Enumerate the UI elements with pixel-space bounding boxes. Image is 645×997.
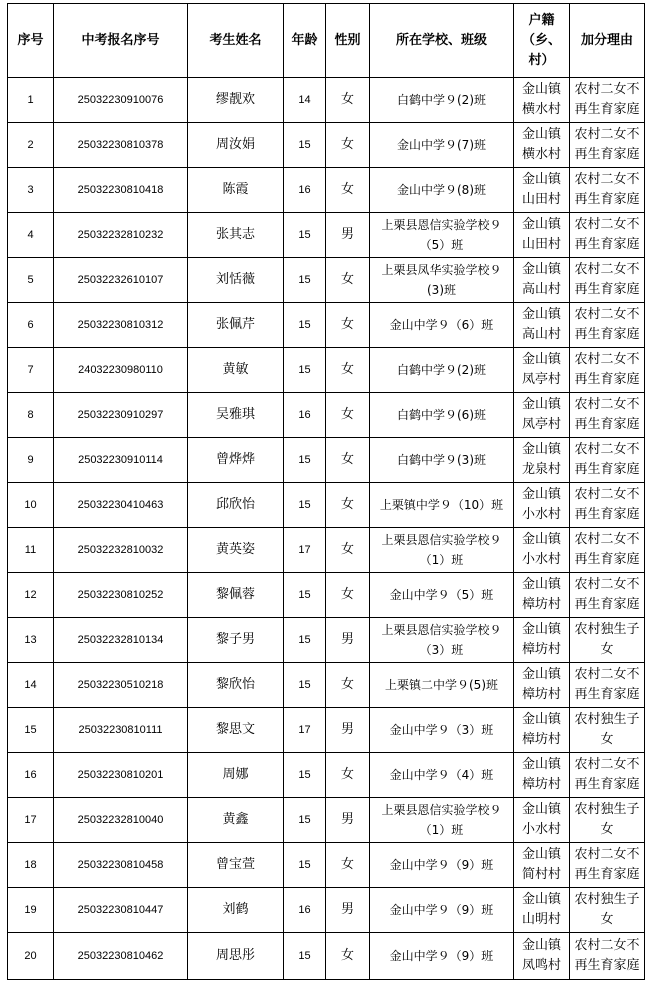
row-age: 16 xyxy=(284,888,326,933)
row-school-class: 金山中学９（9）班 xyxy=(370,933,514,980)
row-bonus-reason: 农村二女不再生育家庭 xyxy=(570,753,645,798)
row-age: 14 xyxy=(284,78,326,123)
row-student-name: 周娜 xyxy=(188,753,284,798)
row-bonus-reason: 农村二女不再生育家庭 xyxy=(570,213,645,258)
table-row xyxy=(8,303,645,348)
row-household: 金山镇高山村 xyxy=(514,258,570,303)
row-registration-number: 25032232810040 xyxy=(54,798,188,843)
row-school-class: 上栗县凤华实验学校９ (3)班 xyxy=(370,258,514,303)
row-school-class: 金山中学９(7)班 xyxy=(370,123,514,168)
row-school-class: 上栗县恩信实验学校９（1）班 xyxy=(370,528,514,573)
row-registration-number: 25032230810458 xyxy=(54,843,188,888)
row-sex: 女 xyxy=(326,528,370,573)
row-bonus-reason: 农村二女不再生育家庭 xyxy=(570,348,645,393)
row-registration-number: 24032230980110 xyxy=(54,348,188,393)
row-seq: 4 xyxy=(8,213,54,258)
row-sex: 女 xyxy=(326,393,370,438)
row-bonus-reason: 农村二女不再生育家庭 xyxy=(570,843,645,888)
row-age: 15 xyxy=(284,123,326,168)
row-student-name: 曾宝萱 xyxy=(188,843,284,888)
row-student-name: 缪靓欢 xyxy=(188,78,284,123)
row-household: 金山镇小水村 xyxy=(514,528,570,573)
table-row xyxy=(8,573,645,618)
row-sex: 女 xyxy=(326,438,370,483)
row-school-class: 金山中学９（6）班 xyxy=(370,303,514,348)
row-registration-number: 25032230810201 xyxy=(54,753,188,798)
row-seq: 3 xyxy=(8,168,54,213)
row-seq: 1 xyxy=(8,78,54,123)
row-sex: 男 xyxy=(326,708,370,753)
table-row xyxy=(8,753,645,798)
row-household: 金山镇凤亭村 xyxy=(514,348,570,393)
table-row xyxy=(8,168,645,213)
row-household: 金山镇山明村 xyxy=(514,888,570,933)
row-age: 15 xyxy=(284,798,326,843)
row-seq: 17 xyxy=(8,798,54,843)
table-row xyxy=(8,843,645,888)
row-age: 15 xyxy=(284,573,326,618)
row-bonus-reason: 农村独生子女 xyxy=(570,888,645,933)
row-age: 15 xyxy=(284,303,326,348)
row-bonus-reason: 农村独生子女 xyxy=(570,798,645,843)
row-seq: 8 xyxy=(8,393,54,438)
row-registration-number: 25032230910297 xyxy=(54,393,188,438)
row-school-class: 金山中学９（4）班 xyxy=(370,753,514,798)
row-sex: 女 xyxy=(326,933,370,980)
row-student-name: 刘鹤 xyxy=(188,888,284,933)
row-sex: 女 xyxy=(326,483,370,528)
row-school-class: 上栗县恩信实验学校９（5）班 xyxy=(370,213,514,258)
row-school-class: 金山中学９(8)班 xyxy=(370,168,514,213)
row-age: 15 xyxy=(284,753,326,798)
table-row xyxy=(8,798,645,843)
row-registration-number: 25032230510218 xyxy=(54,663,188,708)
header-school-class: 所在学校、班级 xyxy=(370,4,514,78)
row-age: 15 xyxy=(284,933,326,980)
row-age: 16 xyxy=(284,168,326,213)
row-student-name: 黎子男 xyxy=(188,618,284,663)
row-student-name: 邱欣怡 xyxy=(188,483,284,528)
row-household: 金山镇凤亭村 xyxy=(514,393,570,438)
row-household: 金山镇简村村 xyxy=(514,843,570,888)
row-age: 15 xyxy=(284,438,326,483)
row-registration-number: 25032232810232 xyxy=(54,213,188,258)
row-sex: 男 xyxy=(326,213,370,258)
row-age: 17 xyxy=(284,528,326,573)
row-bonus-reason: 农村二女不再生育家庭 xyxy=(570,393,645,438)
row-bonus-reason: 农村二女不再生育家庭 xyxy=(570,258,645,303)
row-age: 15 xyxy=(284,213,326,258)
header-student-name: 考生姓名 xyxy=(188,4,284,78)
table-row xyxy=(8,123,645,168)
row-sex: 男 xyxy=(326,798,370,843)
row-seq: 6 xyxy=(8,303,54,348)
table-row xyxy=(8,348,645,393)
row-sex: 女 xyxy=(326,78,370,123)
table-row xyxy=(8,888,645,933)
row-school-class: 上栗县恩信实验学校９（1）班 xyxy=(370,798,514,843)
row-seq: 12 xyxy=(8,573,54,618)
row-student-name: 刘恬薇 xyxy=(188,258,284,303)
row-school-class: 白鹤中学９(6)班 xyxy=(370,393,514,438)
table-row xyxy=(8,213,645,258)
row-age: 15 xyxy=(284,618,326,663)
row-sex: 女 xyxy=(326,348,370,393)
row-age: 17 xyxy=(284,708,326,753)
table-row xyxy=(8,663,645,708)
row-registration-number: 25032230910114 xyxy=(54,438,188,483)
table-row xyxy=(8,708,645,753)
row-registration-number: 25032232810032 xyxy=(54,528,188,573)
row-seq: 5 xyxy=(8,258,54,303)
row-school-class: 上栗镇中学９（10）班 xyxy=(370,483,514,528)
row-bonus-reason: 农村二女不再生育家庭 xyxy=(570,663,645,708)
row-bonus-reason: 农村独生子女 xyxy=(570,708,645,753)
table-row xyxy=(8,438,645,483)
header-seq: 序号 xyxy=(8,4,54,78)
table-row xyxy=(8,933,645,980)
row-student-name: 黄英姿 xyxy=(188,528,284,573)
row-age: 15 xyxy=(284,348,326,393)
bonus-points-roster-table xyxy=(7,3,645,980)
row-student-name: 周思彤 xyxy=(188,933,284,980)
table-row xyxy=(8,528,645,573)
header-registration-number: 中考报名序号 xyxy=(54,4,188,78)
row-student-name: 黄敏 xyxy=(188,348,284,393)
row-registration-number: 25032230810462 xyxy=(54,933,188,980)
header-bonus-reason: 加分理由 xyxy=(570,4,645,78)
table-row xyxy=(8,78,645,123)
row-bonus-reason: 农村二女不再生育家庭 xyxy=(570,933,645,980)
row-household: 金山镇龙泉村 xyxy=(514,438,570,483)
row-student-name: 曾烨烨 xyxy=(188,438,284,483)
row-registration-number: 25032230810312 xyxy=(54,303,188,348)
row-registration-number: 25032230810447 xyxy=(54,888,188,933)
row-bonus-reason: 农村二女不再生育家庭 xyxy=(570,528,645,573)
row-household: 金山镇横水村 xyxy=(514,123,570,168)
row-registration-number: 25032230810378 xyxy=(54,123,188,168)
row-student-name: 吴雅琪 xyxy=(188,393,284,438)
row-bonus-reason: 农村独生子女 xyxy=(570,618,645,663)
row-school-class: 金山中学９（9）班 xyxy=(370,888,514,933)
row-student-name: 黎佩蓉 xyxy=(188,573,284,618)
row-sex: 女 xyxy=(326,258,370,303)
table-row xyxy=(8,393,645,438)
row-household: 金山镇樟坊村 xyxy=(514,573,570,618)
table-row xyxy=(8,258,645,303)
row-sex: 女 xyxy=(326,168,370,213)
row-registration-number: 25032230810111 xyxy=(54,708,188,753)
row-seq: 7 xyxy=(8,348,54,393)
row-sex: 男 xyxy=(326,618,370,663)
row-household: 金山镇高山村 xyxy=(514,303,570,348)
row-school-class: 白鹤中学９(2)班 xyxy=(370,78,514,123)
row-registration-number: 25032230810418 xyxy=(54,168,188,213)
row-registration-number: 25032232610107 xyxy=(54,258,188,303)
row-sex: 女 xyxy=(326,663,370,708)
row-registration-number: 25032230410463 xyxy=(54,483,188,528)
row-household: 金山镇小水村 xyxy=(514,483,570,528)
row-sex: 女 xyxy=(326,753,370,798)
row-household: 金山镇樟坊村 xyxy=(514,618,570,663)
row-sex: 男 xyxy=(326,888,370,933)
table-row xyxy=(8,618,645,663)
row-student-name: 黎欣怡 xyxy=(188,663,284,708)
row-registration-number: 25032230810252 xyxy=(54,573,188,618)
header-sex: 性别 xyxy=(326,4,370,78)
row-household: 金山镇凤鸣村 xyxy=(514,933,570,980)
row-household: 金山镇樟坊村 xyxy=(514,753,570,798)
row-seq: 2 xyxy=(8,123,54,168)
row-seq: 19 xyxy=(8,888,54,933)
row-bonus-reason: 农村二女不再生育家庭 xyxy=(570,168,645,213)
row-household: 金山镇樟坊村 xyxy=(514,708,570,753)
row-household: 金山镇小水村 xyxy=(514,798,570,843)
row-student-name: 陈霞 xyxy=(188,168,284,213)
row-age: 15 xyxy=(284,483,326,528)
row-student-name: 黄鑫 xyxy=(188,798,284,843)
row-school-class: 金山中学９（9）班 xyxy=(370,843,514,888)
row-age: 16 xyxy=(284,393,326,438)
row-sex: 女 xyxy=(326,123,370,168)
row-student-name: 周汝娟 xyxy=(188,123,284,168)
table-row xyxy=(8,483,645,528)
row-household: 金山镇横水村 xyxy=(514,78,570,123)
header-household: 户籍（乡、村） xyxy=(514,4,570,78)
row-school-class: 金山中学９（5）班 xyxy=(370,573,514,618)
row-household: 金山镇山田村 xyxy=(514,168,570,213)
header-age: 年龄 xyxy=(284,4,326,78)
row-age: 15 xyxy=(284,663,326,708)
row-registration-number: 25032232810134 xyxy=(54,618,188,663)
row-seq: 15 xyxy=(8,708,54,753)
row-bonus-reason: 农村二女不再生育家庭 xyxy=(570,438,645,483)
row-school-class: 白鹤中学９(2)班 xyxy=(370,348,514,393)
row-household: 金山镇山田村 xyxy=(514,213,570,258)
row-student-name: 张佩芹 xyxy=(188,303,284,348)
header-row xyxy=(8,4,645,78)
row-seq: 10 xyxy=(8,483,54,528)
row-seq: 18 xyxy=(8,843,54,888)
row-seq: 13 xyxy=(8,618,54,663)
row-school-class: 上栗镇二中学９(5)班 xyxy=(370,663,514,708)
row-seq: 14 xyxy=(8,663,54,708)
row-bonus-reason: 农村二女不再生育家庭 xyxy=(570,573,645,618)
row-sex: 女 xyxy=(326,573,370,618)
row-school-class: 白鹤中学９(3)班 xyxy=(370,438,514,483)
row-bonus-reason: 农村二女不再生育家庭 xyxy=(570,123,645,168)
row-school-class: 上栗县恩信实验学校９（3）班 xyxy=(370,618,514,663)
row-bonus-reason: 农村二女不再生育家庭 xyxy=(570,483,645,528)
row-household: 金山镇樟坊村 xyxy=(514,663,570,708)
row-sex: 女 xyxy=(326,843,370,888)
row-seq: 20 xyxy=(8,933,54,980)
row-seq: 16 xyxy=(8,753,54,798)
row-student-name: 张其志 xyxy=(188,213,284,258)
row-registration-number: 25032230910076 xyxy=(54,78,188,123)
row-age: 15 xyxy=(284,258,326,303)
row-bonus-reason: 农村二女不再生育家庭 xyxy=(570,78,645,123)
row-sex: 女 xyxy=(326,303,370,348)
row-age: 15 xyxy=(284,843,326,888)
row-school-class: 金山中学９（3）班 xyxy=(370,708,514,753)
row-bonus-reason: 农村二女不再生育家庭 xyxy=(570,303,645,348)
row-seq: 11 xyxy=(8,528,54,573)
row-student-name: 黎思文 xyxy=(188,708,284,753)
row-seq: 9 xyxy=(8,438,54,483)
